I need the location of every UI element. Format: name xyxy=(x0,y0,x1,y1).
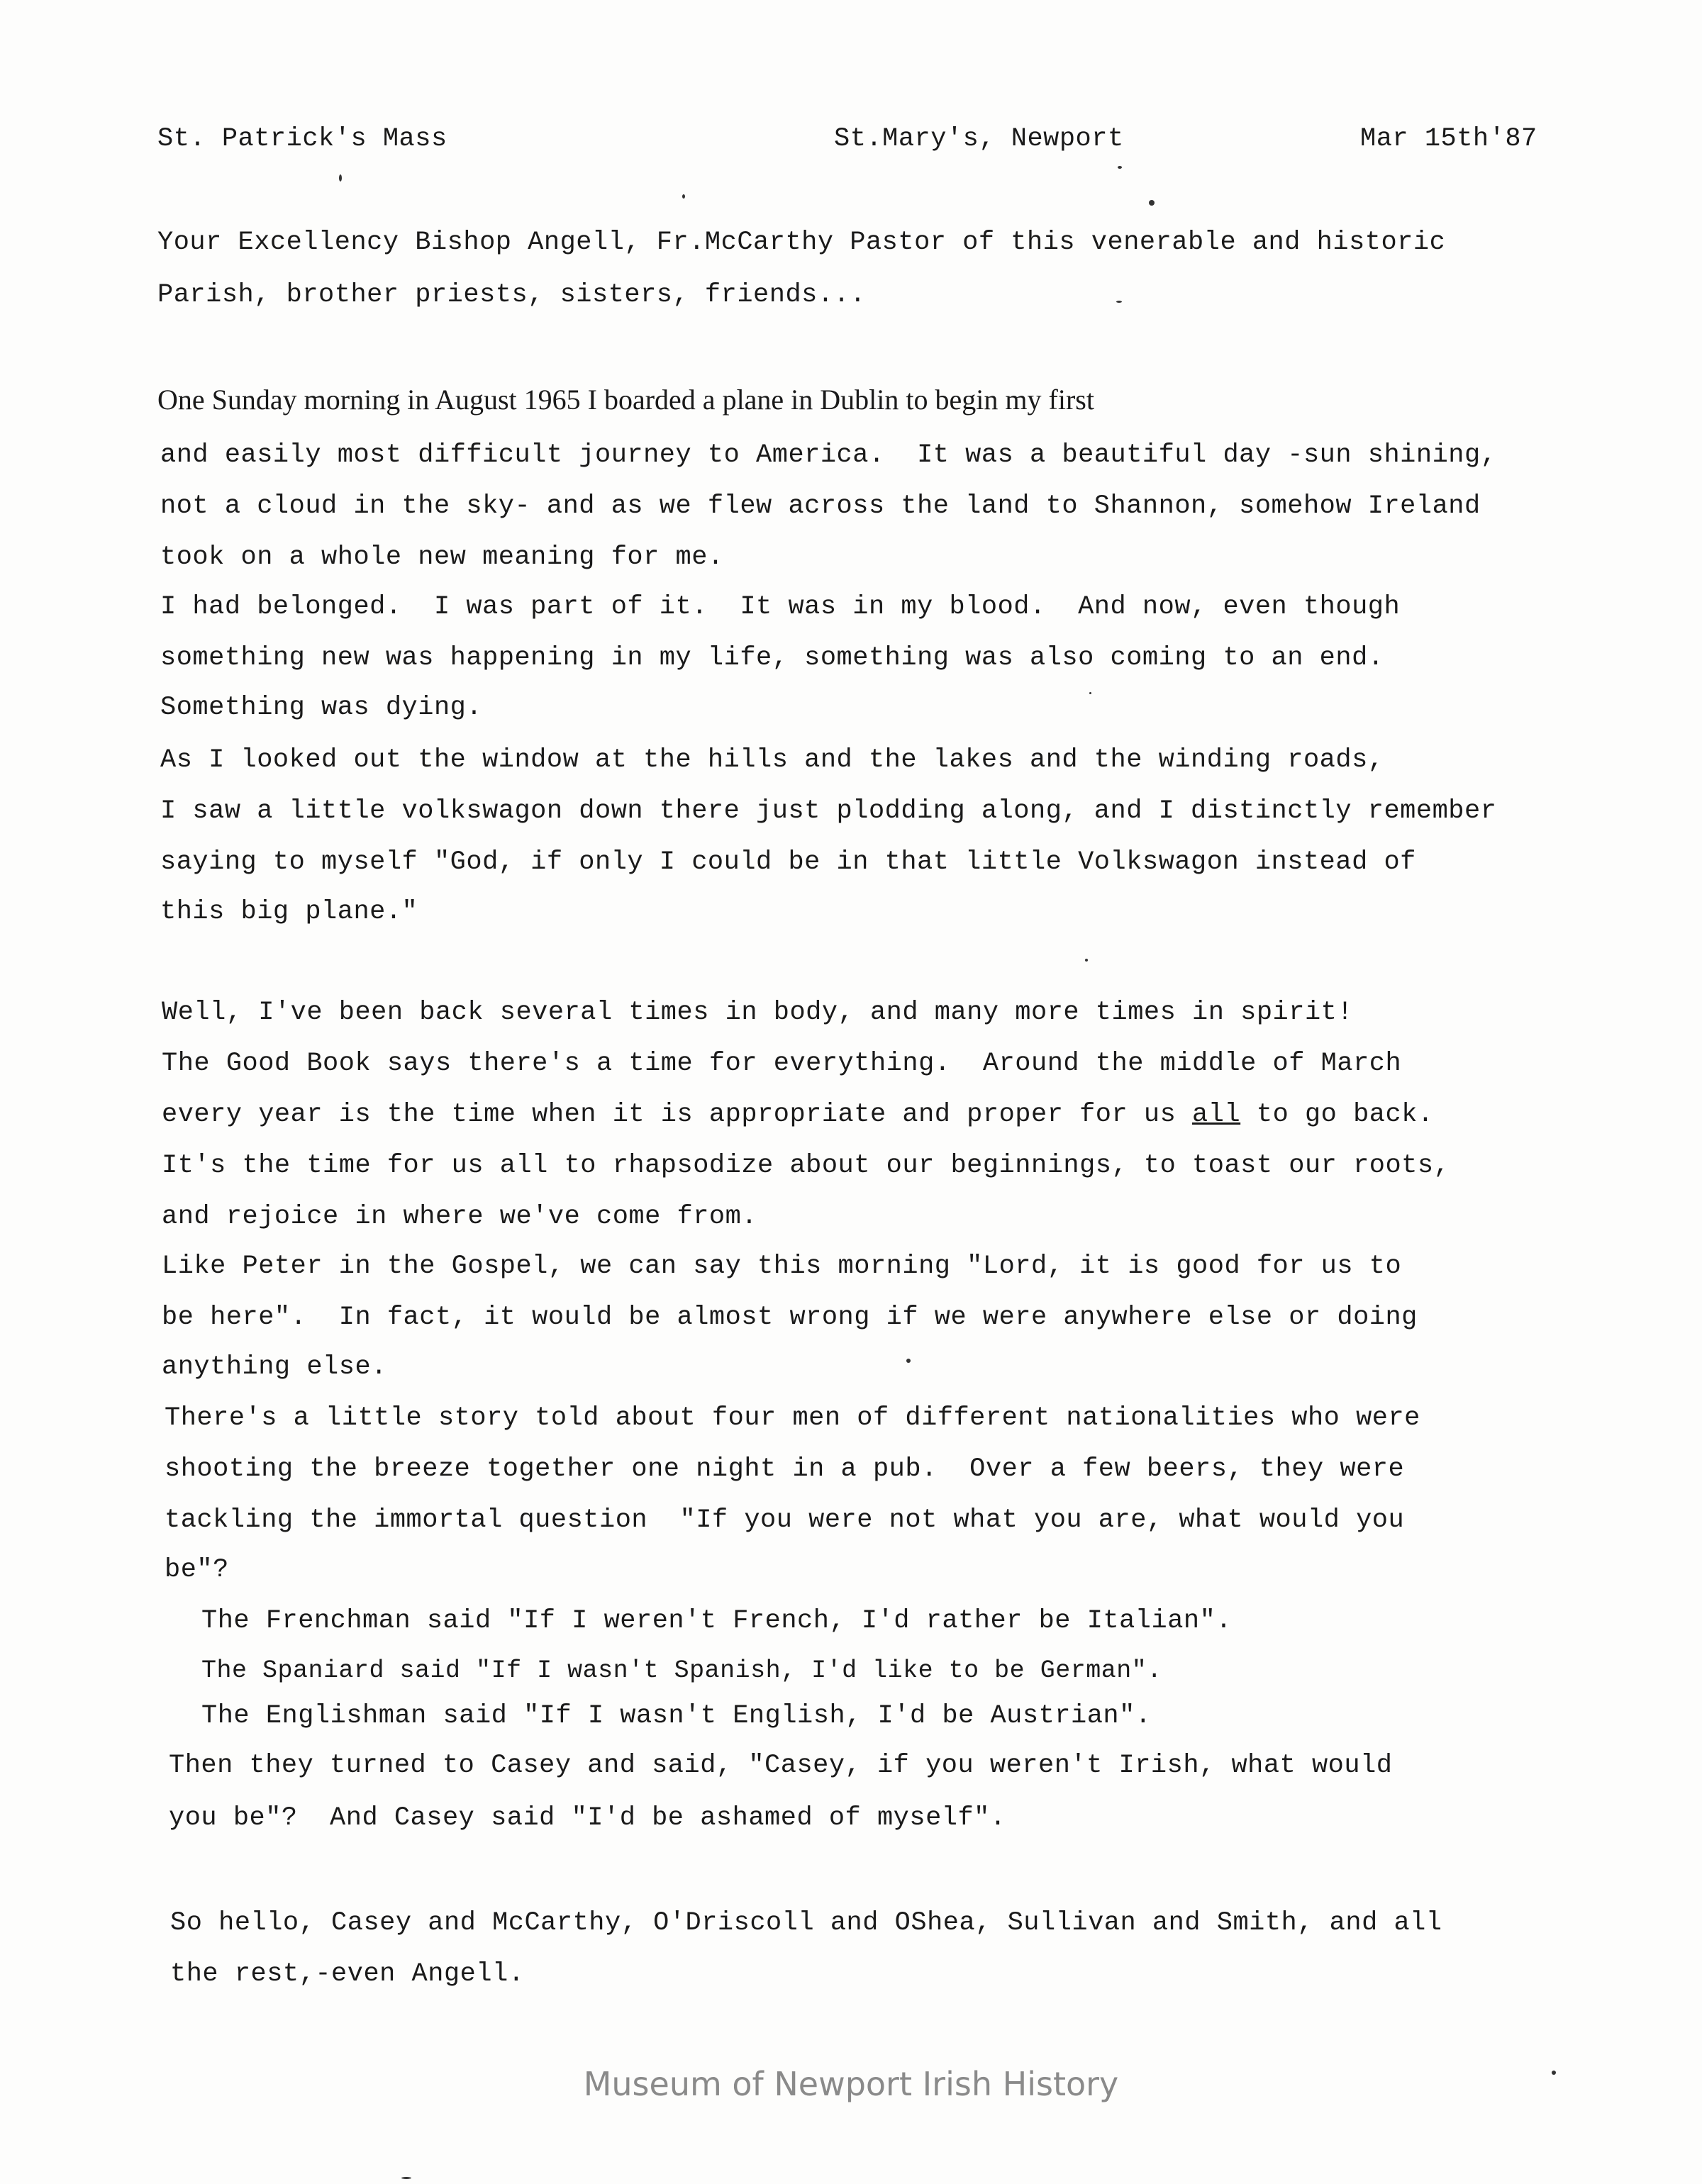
paragraph-line: be"? xyxy=(165,1555,229,1585)
header-title: St. Patrick's Mass xyxy=(157,124,447,154)
scan-speck xyxy=(1089,692,1091,694)
scan-speck xyxy=(339,174,342,182)
paragraph-line: not a cloud in the sky- and as we flew across the land to Shannon, somehow Ireland xyxy=(160,491,1481,521)
scan-speck xyxy=(401,2177,411,2179)
text-segment: every year is the time when it is appropriate and proper for us xyxy=(162,1100,1193,1130)
paragraph-line: One Sunday morning in August 1965 I boarded a plane in Dublin to begin my first xyxy=(157,384,1094,416)
scan-speck xyxy=(1085,959,1088,962)
scan-speck xyxy=(1118,166,1122,169)
paragraph-line: So hello, Casey and McCarthy, O'Driscoll and OShea, Sullivan and Smith, and all xyxy=(170,1908,1442,1938)
underlined-word: all xyxy=(1192,1100,1241,1130)
paragraph-line: I had belonged. I was part of it. It was in my blood. And now, even though xyxy=(160,592,1401,622)
scan-speck xyxy=(906,1359,911,1363)
paragraph-line: tackling the immortal question "If you were not what you are, what would you xyxy=(165,1505,1405,1535)
quote-line: The Spaniard said "If I wasn't Spanish, I'd like to be German". xyxy=(201,1656,1162,1685)
paragraph-line: shooting the breeze together one night in a pub. Over a few beers, they were xyxy=(165,1454,1405,1484)
paragraph-line: and easily most difficult journey to America. It was a beautiful day -sun shining, xyxy=(160,440,1497,470)
scan-speck xyxy=(1149,200,1155,206)
paragraph-line: Like Peter in the Gospel, we can say this morning "Lord, it is good for us to xyxy=(162,1252,1402,1281)
header-location: St.Mary's, Newport xyxy=(834,124,1124,154)
paragraph-line: saying to myself "God, if only I could be in that little Volkswagon instead of xyxy=(160,847,1416,877)
text-segment: to go back. xyxy=(1240,1100,1434,1130)
paragraph-line: this big plane." xyxy=(160,897,418,927)
paragraph-line: you be"? And Casey said "I'd be ashamed of myself". xyxy=(169,1803,1006,1833)
paragraph-line: There's a little story told about four men of different nationalities who were xyxy=(165,1403,1420,1433)
museum-watermark: Museum of Newport Irish History xyxy=(583,2065,1119,2103)
paragraph-line: I saw a little volkswagon down there just plodding along, and I distinctly remember xyxy=(160,796,1497,826)
paragraph-line xyxy=(162,1099,1434,1130)
paragraph-line: something new was happening in my life, something was also coming to an end. xyxy=(160,643,1384,673)
quote-line: The Englishman said "If I wasn't English, I'd be Austrian". xyxy=(201,1701,1152,1731)
paragraph-line: and rejoice in where we've come from. xyxy=(162,1202,758,1232)
scan-speck xyxy=(1116,301,1122,303)
quote-line: The Frenchman said "If I weren't French, I'd rather be Italian". xyxy=(201,1606,1233,1636)
paragraph-line: be here". In fact, it would be almost wrong if we were anywhere else or doing xyxy=(162,1303,1418,1332)
scan-speck xyxy=(682,194,685,199)
paragraph-line: Well, I've been back several times in body, and many more times in spirit! xyxy=(162,998,1354,1027)
salutation-line: Your Excellency Bishop Angell, Fr.McCarthy Pastor of this venerable and historic xyxy=(157,228,1446,257)
paragraph-line: anything else. xyxy=(162,1352,387,1382)
paragraph-line: Something was dying. xyxy=(160,693,483,723)
salutation-line: Parish, brother priests, sisters, friends... xyxy=(157,280,866,310)
paragraph-line: The Good Book says there's a time for everything. Around the middle of March xyxy=(162,1049,1402,1079)
paragraph-line: As I looked out the window at the hills and the lakes and the winding roads, xyxy=(160,745,1384,775)
paragraph-line: took on a whole new meaning for me. xyxy=(160,542,724,572)
paragraph-line: Then they turned to Casey and said, "Casey, if you weren't Irish, what would xyxy=(169,1751,1393,1781)
paragraph-line: It's the time for us all to rhapsodize about our beginnings, to toast our roots, xyxy=(162,1151,1450,1181)
paragraph-line: the rest,-even Angell. xyxy=(170,1959,525,1989)
header-date: Mar 15th'87 xyxy=(1360,124,1537,154)
